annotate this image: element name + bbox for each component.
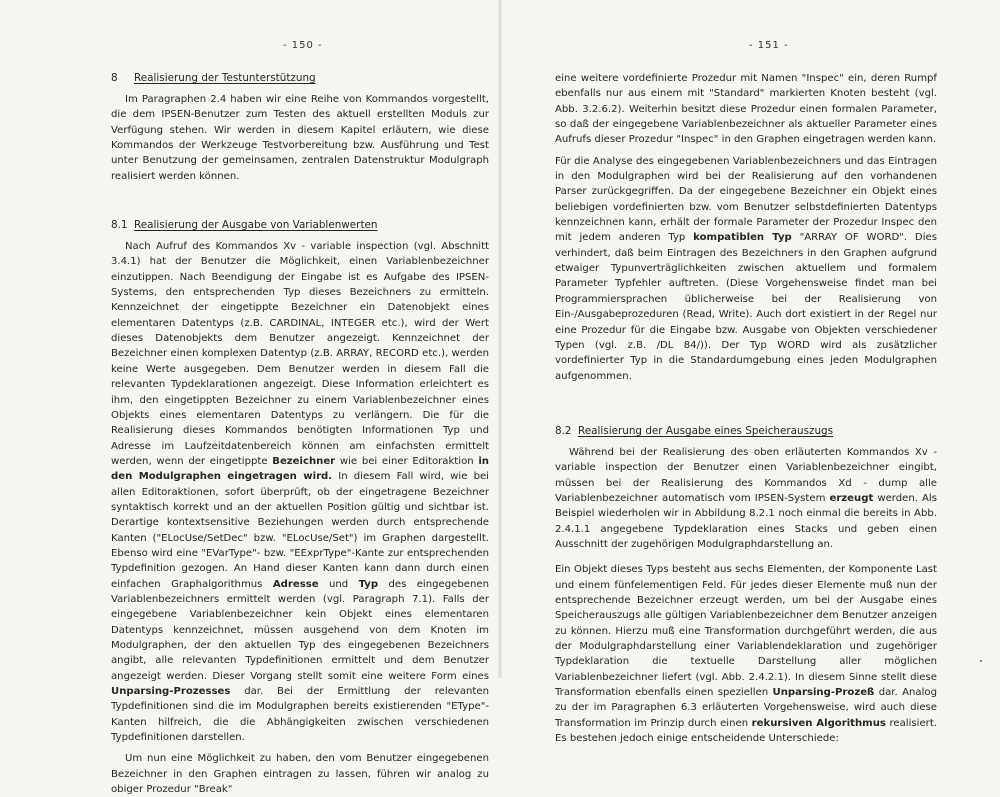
text-run: In diesem Fall wird, wie bei allen Editoraktionen, sofort überprüft, ob der eingetragene Bezeichner syntaktisch korrekt und an der aktuellen Position gültig und sichtbar ist. Derartige kontextsensitive Beziehungen werden durch entsprechende Kanten ("ELocUse/SetDec" bzw. "ELocUse/Set") im Graphen dargestellt. Ebenso wird eine "EVarType"- bzw. "EExprType"-Kante zur entsprechenden Typdefinition gezogen. An Hand dieser Kanten kann dann durch einen einfachen Graphalgorithmus <box>111 471 489 590</box>
section-8-1-paragraph-2: Um nun eine Möglichkeit zu haben, den vom Benutzer eingegebenen Bezeichner in den Graphen eintragen zu lassen, führen wir analog zu obiger Prozedur "Break" <box>111 753 489 796</box>
section-8-1-title: Realisierung der Ausgabe von Variablenwerten <box>134 219 378 232</box>
section-8-title: Realisierung der Testunterstützung <box>134 72 316 84</box>
text-run: und <box>318 578 359 590</box>
text-run: dar. Analog zu der im Paragraphen 6.3 erläuterten Vorgehensweise, wird auch diese Transformation im Prinzip durch einen <box>555 687 937 729</box>
text-run: Nach Aufruf des Kommandos Xv - variable inspection (vgl. Abschnitt 3.4.1) hat der Benutzer die Möglichkeit, einen Variablenbezeichner einzutippen. Nach Beendigung der Eingabe ist es Aufgabe des IPSEN-Systems, den entsprechenden Typ dieses Bezeichners zu ermitteln. Kennzeichnet der eingetippte Bezeichner ein Datenobjekt eines elementaren Datentyps (z.B. CARDINAL, INTEGER etc.), wird der Wert dieses Datenobjekts dem Benutzer angezeigt. Kennzeichnet der Bezeichner einen komplexen Datentyp (z.B. ARRAY, RECORD etc.), werden keine Werte ausgegeben. Dem Benutzer werden in diesem Fall die relevanten Typdeklarationen angezeigt. Diese Information erleichtert es ihm, den eingetippten Bezeichner zu einem Variablenbezeichner eines Objekts eines elementaren Datentyps zu verlängern. Die für die Realisierung dieses Kommandos benötigten Informationen Typ und Adresse im Laufzeitdatenbereich können am einfachsten ermittelt werden, wenn der eingetippte <box>111 241 489 467</box>
page-number-right: - 151 - <box>749 40 789 51</box>
bold-term: Typ <box>358 578 379 590</box>
bold-term: Unparsing-Prozeß <box>772 687 875 699</box>
section-8-2-number: 8.2 <box>555 424 572 437</box>
scan-speck <box>980 660 982 662</box>
bold-term: Bezeichner <box>272 455 336 467</box>
text-run: Während bei der Realisierung des oben erläuterten Kommandos Xv - variable inspection der Benutzer einen Variablenbezeichner eingibt, müssen bei der Realisierung des Kommandos Xd - dump alle Variablenbezeichner automatisch vom IPSEN-System <box>555 446 937 504</box>
right-paragraph-1: eine weitere vordefinierte Prozedur mit Namen "Inspec" ein, deren Rumpf ebenfalls nur aus einem mit "Standard" markierten Knoten besteht (vgl. Abb. 3.2.6.2). Weiterhin besitzt diese Prozedur einen formalen Parameter, so daß der eingegebene Variablenbezeichner als aktueller Parameter eines Aufrufs dieser Prozedur "Inspec" in den Graphen eingetragen werden kann. <box>555 73 937 146</box>
text-run: realisiert. Es bestehen jedoch einige entscheidende Unterschiede: <box>555 717 937 745</box>
section-8-heading <box>111 71 489 86</box>
page-number-left: - 150 - <box>283 40 323 51</box>
text-run: "ARRAY OF WORD". Dies verhindert, daß beim Eintragen des Bezeichners in den Graphen aufgrund etwaiger Typunverträglichkeiten zwischen aktuellem und formalem Parameter Typfehler auftreten. (Diese Vorgehensweise findet man bei Programmiersprachen üblicherweise bei der Realisierung von Ein-/Ausgabeprozeduren (Read, Write). Auch dort existiert in der Regel nur eine Prozedur für die Eingabe bzw. Ausgabe von Objekten verschiedener Typen (vgl. z.B. /DL 84/)). Der Typ WORD wird als zusätzlicher vordefinierter Typ in die Standardumgebung eines jeden Modulgraphen aufgenommen. <box>555 232 937 382</box>
text-run: des eingegebenen Variablenbezeichners ermittelt werden (vgl. Paragraph 7.1). Falls der eingegebene Variablenbezeichner kein Objekt eines elementaren Datentyps kennzeichnet, müssen ausgehend von dem Knoten im Modulgraphen, der den aktuellen Typ des eingegebenen Bezeichners angibt, alle relevanten Typdefinitionen ermittelt und dem Benutzer angezeigt werden. Dieser Vorgang stellt somit eine weitere Form eines <box>111 578 489 682</box>
section-8-2-title: Realisierung der Ausgabe eines Speicherauszugs <box>578 424 834 437</box>
right-paragraph-2 <box>555 154 937 384</box>
text-run: Für die Analyse des eingegebenen Variablenbezeichners und das Eintragen in den Modulgraphen wird bei der Realisierung auf den vorhandenen Parser zurückgegriffen. Da der eingegebene Bezeichner ein Objekt eines beliebigen vordefinierten bzw. vom Benutzer selbstdefinierten Datentyps kennzeichnen kann, erhält der formale Parameter der Prozedur Inspec den mit jedem anderen Typ <box>555 155 937 244</box>
section-8-1-number: 8.1 <box>111 219 128 232</box>
bold-term: erzeugt <box>829 492 874 504</box>
bold-term: rekursiven Algorithmus <box>751 717 886 729</box>
left-text-column <box>111 71 489 797</box>
text-run: werden. Als Beispiel wiederholen wir in Abbildung 8.2.1 noch einmal die bereits in Abb. 2.4.1.1 angegebene Typdeklaration eines Stacks und geben einen Ausschnitt der zugehörigen Modulgraphdarstellung an. <box>555 492 937 550</box>
left-page <box>0 0 500 796</box>
section-8-paragraph: Im Paragraphen 2.4 haben wir eine Reihe von Kommandos vorgestellt, die dem IPSEN-Benutzer zum Testen des aktuell erstellten Moduls zur Verfügung stehen. Wir werden in diesem Kapitel erläutern, wie diese Kommandos der Werkzeuge Testvorbereitung bzw. Ausführung und Test unter Benutzung der gemeinsamen, zentralen Datenstruktur Modulgraph realisiert werden können. <box>111 94 489 182</box>
text-run: wie bei einer Editoraktion <box>335 455 479 467</box>
section-8-2-paragraph-1 <box>555 445 937 552</box>
bold-term: kompatiblen Typ <box>693 232 792 244</box>
bold-term: in den Modulgraphen eingetragen wird. <box>111 455 489 483</box>
section-8-1-heading <box>111 218 489 233</box>
right-page <box>500 0 1000 745</box>
section-8-1-paragraph-1 <box>111 239 489 745</box>
section-8-2-paragraph-2 <box>555 562 937 746</box>
section-8-number: 8 <box>111 72 118 84</box>
text-run: Ein Objekt dieses Typs besteht aus sechs Elementen, der Komponente Last und einem fünfelementigen Feld. Für jedes dieser Elemente muß nun der entsprechende Bezeichner erzeugt werden, um bei der Ausgabe eines Speicherauszugs alle gültigen Variablenbezeichner dem Benutzer anzeigen zu können. Hierzu muß eine Transformation durchgeführt werden, die aus der Modulgraphdarstellung einer Variablendeklaration und zugehöriger Typdeklaration die textuelle Darstellung aller möglichen Variablenbezeichner liefert (vgl. Abb. 2.4.2.1). In diesem Sinne stellt diese Transformation ebenfalls einen speziellen <box>555 564 937 699</box>
bold-term: Adresse <box>272 578 319 590</box>
right-text-column <box>555 71 937 746</box>
bold-term: Unparsing-Prozesses <box>111 686 231 698</box>
section-8-2-heading <box>555 424 937 439</box>
text-run: dar. Bei der Ermittlung der relevanten Typdefinitionen sind die im Modulgraphen bereits existierenden "EType"-Kanten hilfreich, die die Abhängigkeiten zwischen verschiedenen Typdefinitionen darstellen. <box>111 686 489 744</box>
